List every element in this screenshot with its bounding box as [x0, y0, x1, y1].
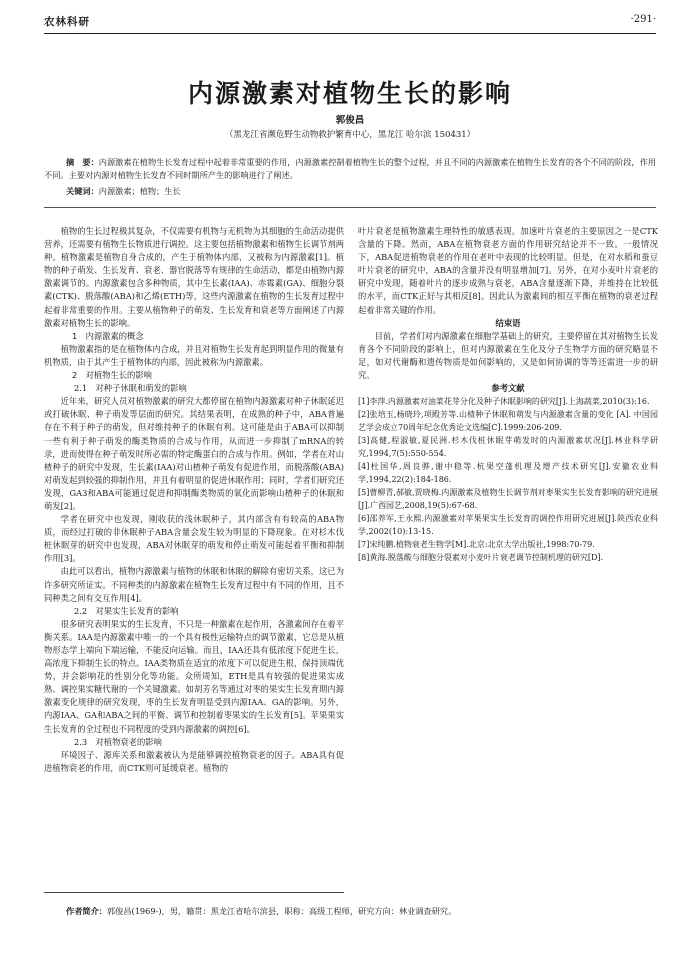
paper-title: 内源激素对植物生长的影响: [187, 79, 512, 108]
reference-item: [7]宋纯鹏.植物衰老生物学[M].北京:北京大学出版社,1998:70-79.: [358, 540, 595, 550]
right-column: [358, 225, 658, 564]
section-heading: 1 内源激素的概念: [72, 330, 144, 341]
author-bio: [66, 906, 456, 917]
reference-item: [2]张培玉,杨晓玲,项殿芳等.山楂种子休眠和萌发与内源激素含量的变化 [A]. 中国园艺学会成立70周年纪念优秀论文选编[C].1999:206-209.: [358, 410, 658, 433]
reference-item: [6]邵养军,王永熙.内源激素对苹果果实生长发育的调控作用研究进展[J].陕西农业科学,2002(10):13-15.: [358, 514, 658, 537]
reference-item: [5]曹柳青,郝敏,贾晓梅.内源激素及植物生长调节剂对枣果实生长发育影响的研究进展[J].广西园艺,2008,19(5):67-68.: [358, 488, 658, 511]
subsection-heading: 2.1 对种子休眠和萌发的影响: [74, 383, 187, 394]
abstract-text: 内源激素在植物生长发育过程中起着非常重要的作用，内源激素控制着植物生长的整个过程，并且不同的内源激素在植物生长发育的各个不同的阶段，作用不同。主要对内源对植物生长发育不同时期所产生的影响进行了阐述。: [44, 157, 656, 180]
left-column: [44, 225, 344, 775]
body-paragraph: 由此可以看出，植物内源激素与植物的休眠和休眠的解除有密切关系，这已为许多研究所证实。不同种类的内源激素在植物生长发育过程中有不同的作用，且不同种类之间有交互作用[4]。: [44, 566, 344, 603]
reference-item: [3]高健,程淑敏,夏民洲.杉木伐桩休眠芽萌发时的内源激素状况[J].林业科学研究,1994,7(5):550-554.: [358, 436, 658, 459]
abstract-rule: [44, 207, 656, 208]
author: 郭俊昌: [335, 115, 365, 126]
body-paragraph: 目前，学者们对内源激素在细胞学基础上的研究，主要停留在其对植物生长发育各个不同阶段的影响上，但对内源激素在生化及分子生物学方面的研究略显不足，如对代谢酶和遗传物质是如何影响的，又是如何协调的等等还需进一步的研究。: [358, 330, 658, 381]
affiliation: （黑龙江省濒危野生动物救护繁育中心，黑龙江 哈尔滨 150431）: [224, 130, 476, 140]
body-paragraph: 植物的生长过程极其复杂，不仅需要有机物与无机物为其细胞的生命活动提供营养，还需要有植物生长物质进行调控。这主要包括植物激素和植物生长调节剂两种。植物激素是植物自身合成的，产生于植物体内部，又被称为内源激素[1]。植物的种子萌发、生长发育、衰老、器官脱落等有规律的生命活动，都是由植物内源激素调节的。内源激素包含多种物质，其中生长素(IAA)、赤霉素(GA)、细胞分裂素(CTK)、脱落酸(ABA)和乙烯(ETH)等，这些内源激素在植物的生长发育过程中起着非常重要的作用。主要从植物种子的萌发、生长发育和衰老等方面阐述了内源激素对植物生长的影响。: [44, 226, 344, 328]
abstract-label: 摘 要：: [66, 157, 99, 167]
keywords: [66, 186, 181, 197]
section-heading: 结束语: [495, 317, 521, 328]
reference-list: [358, 395, 658, 564]
page-header: [44, 14, 656, 32]
reference-item: [8]黄海.脱落酸与细胞分裂素对小麦叶片衰老调节控制机理的研究[D].: [358, 553, 604, 563]
section-heading: 2 对植物生长的影响: [72, 370, 152, 381]
reference-item: [4]杜国华,周良骅,谢中稳等.杭果空蓬机理及增产技术研究[J].安徽农业科学,1994,22(2):184-186.: [358, 462, 658, 485]
body-paragraph: 植物激素指的是在植物体内合成，并且对植物生长发育起到明显作用的微量有机物质，由于其产生于植物体的内部，因此被称为内源激素。: [44, 343, 344, 367]
keywords-text: 内源激素；植物；生长: [98, 186, 181, 196]
journal-name: 农林科研: [44, 16, 90, 28]
subsection-heading: 2.2 对果实生长发育的影响: [74, 605, 179, 616]
page-number: ·291·: [630, 14, 656, 25]
body-paragraph: 叶片衰老是植物激素生理特性的敏感表现。加速叶片衰老的主要原因之一是CTK含量的下降。然而，ABA在植物衰老方面的作用研究结论并不一致。一般情况下，ABA促进植物衰老的作用在老叶中表现的比较明显。但是，在对水稻和蚕豆叶片衰老的研究中，ABA的含量并没有明显增加[7]。另外，在对小麦叶片衰老的研究中发现，随着叶片的逐步成熟与衰老，ABA含量逐渐下降，并维持在比较低的水平，而CTK正好与其相反[8]。因此认为激素间的相互平衡在植物的衰老过程起着非常关键的作用。: [358, 226, 658, 315]
abstract: [44, 156, 656, 182]
body-paragraph: 学者在研究中也发现，刚收获的浅休眠种子，其内部含有有较高的ABA物质，而经过打破的非休眠种子ABA含量会发生较为明显的下降现象。在对杉木伐桩休眠芽的研究中也发现，ABA对休眠芽的萌发和停止萌发可能起着平衡和抑制作用[3]。: [44, 514, 344, 564]
keywords-label: 关键词：: [66, 186, 99, 196]
references-heading: 参考文献: [491, 383, 525, 394]
author-bio-text: 郭俊昌(1969-)，男，籍贯：黑龙江省哈尔滨县，职称：高级工程师，研究方向：林业调查研究。: [106, 906, 457, 916]
reference-item: [1]李萍.内源激素对油菜花芽分化及种子休眠影响的研究[J].上海蔬菜,2010(3):16.: [358, 397, 650, 407]
body-paragraph: 很多研究表明果实的生长发育，不只是一种激素在起作用，各激素间存在着平衡关系。IAA是内源激素中唯一的一个具有极性运输特点的调节激素，它总是从植物形态学上端向下端运输，不能反向运输。而且，IAA还具有低浓度下促进生长，高浓度下抑制生长的特点。IAA类物质在适宜的浓度下可以促进生根，保持顶端优势，并会影响花的性别分化等功能。众所周知，ETH是具有较强的促进果实成熟、调控果实糖代谢的一个关键激素。如胡芳名等通过对枣的果实生长发育期内源激素变化规律的研究发现，枣的生长发育明显受到内源IAA、GA的影响。另外，内源IAA、GA和ABA之间的平衡、调节和控制着枣果实的生长发育[5]。苹果果实生长发育的全过程也不同程度的受到内源激素的调控[6]。: [44, 618, 344, 734]
header-rule: [44, 33, 656, 34]
subsection-heading: 2.3 对植物衰老的影响: [74, 736, 162, 747]
author-bio-label: 作者简介：: [66, 906, 107, 916]
footnote-rule: [44, 892, 344, 893]
body-paragraph: 环境因子、源库关系和激素被认为是能够调控植物衰老的因子。ABA具有促进植物衰老的作用，而CTK则可延缓衰老。植物的: [44, 749, 344, 773]
body-paragraph: 近年来，研究人员对植物激素的研究大都停留在植物内源激素对种子休眠延迟或打破休眠、种子萌发等层面的研究。其结果表明，在成熟的种子中，ABA普遍存在不利于种子的萌发，但对维持种子的休眠有利。这可能是由于ABA可以抑制一些有利于种子萌发的酶类物质的合成与作用，从而进一步抑制了mRNA的转录，进而使得在种子萌发时所必需的特定酶蛋白的合成与作用。例如，学者在对山楂种子的研究中发现，生长素(IAA)对山楂种子萌发有促进作用，而脱落酸(ABA)对萌发起到较强的抑制作用，并且有着明显的促进休眠作用；同时，学者们研究还发现，GA3和ABA可能通过促进和抑制酶类物质的氧化而影响山楂种子的休眠和萌发[2]。: [44, 396, 344, 511]
